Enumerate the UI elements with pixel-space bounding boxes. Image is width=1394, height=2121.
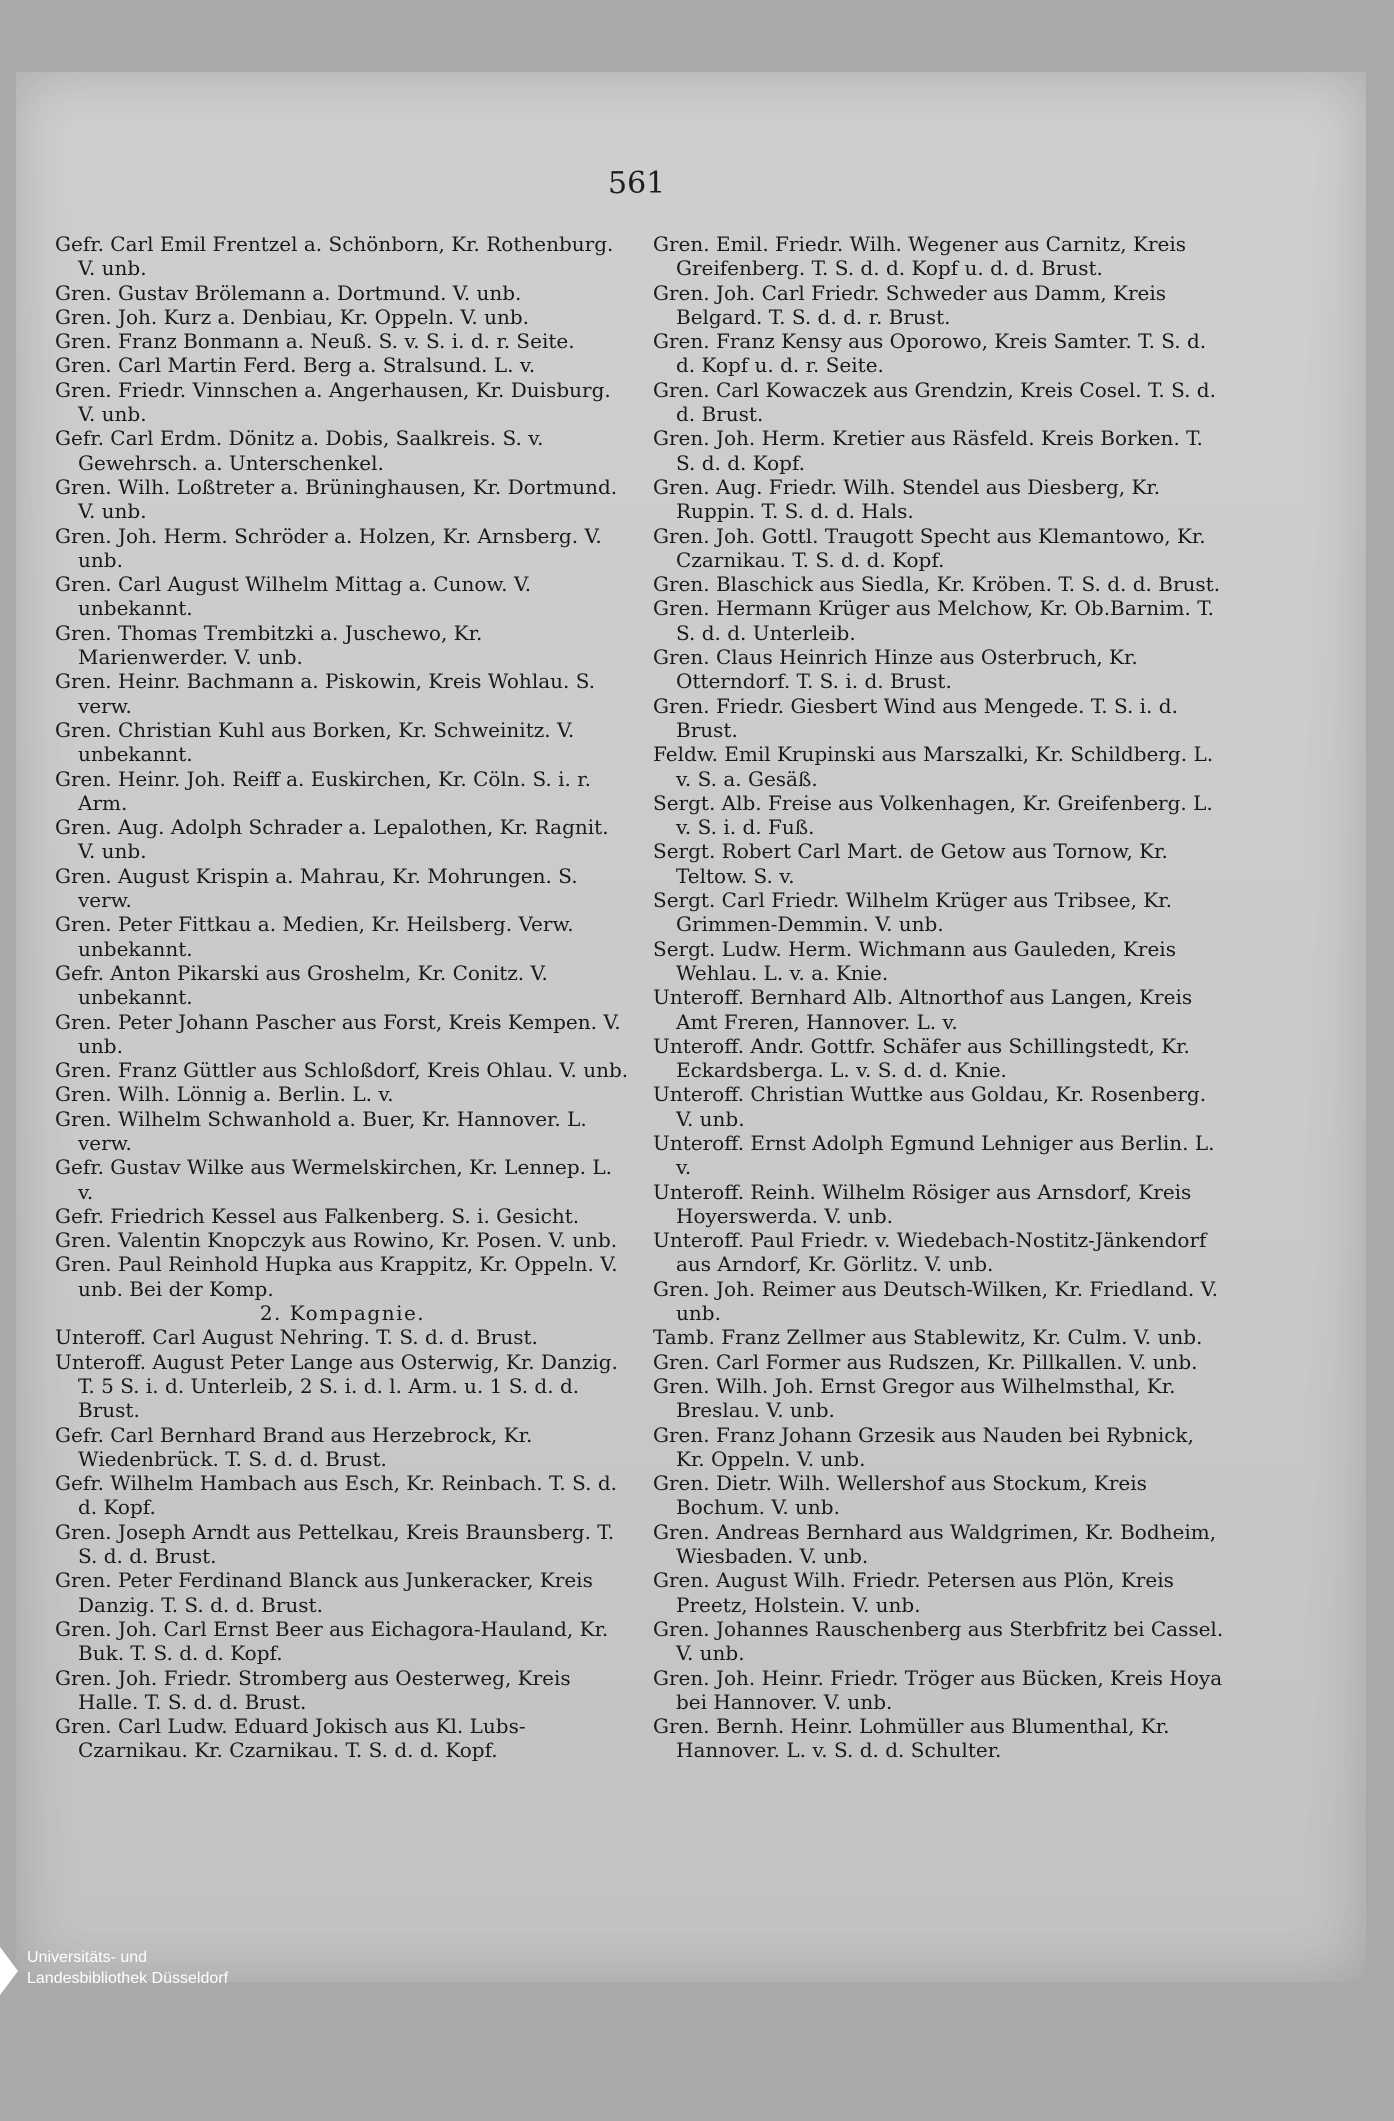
list-entry: Unteroff. Paul Friedr. v. Wiedebach-Nostitz-Jänkendorf aus Arndorf, Kr. Görlitz. V. unb.	[653, 1228, 1207, 1277]
list-entry: Gren. Hermann Krüger aus Melchow, Kr. Ob.Barnim. T. S. d. d. Unterleib.	[653, 596, 1214, 645]
list-entry: Unteroff. Bernhard Alb. Altnorthof aus Langen, Kreis Amt Freren, Hannover. L. v.	[653, 985, 1193, 1034]
list-entry: Unteroff. Carl August Nehring. T. S. d. d. Brust.	[55, 1325, 538, 1350]
list-entry: Gren. Heinr. Bachmann a. Piskowin, Kreis Wohlau. S. verw.	[55, 669, 596, 718]
library-name-line2: Landesbibliothek Düsseldorf	[27, 1970, 229, 1987]
list-entry: Gren. Friedr. Giesbert Wind aus Mengede. T. S. i. d. Brust.	[653, 693, 1178, 742]
list-entry: Gefr. Carl Erdm. Dönitz a. Dobis, Saalkreis. S. v. Gewehrsch. a. Unterschenkel.	[55, 426, 544, 475]
section-heading: 2. Kompagnie.	[259, 1301, 426, 1326]
list-entry: Unteroff. Andr. Gottfr. Schäfer aus Schillingstedt, Kr. Eckardsberga. L. v. S. d. d. Knie.	[653, 1033, 1190, 1083]
list-entry: Gren. Carl Kowaczek aus Grendzin, Kreis Cosel. T. S. d. d. Brust.	[653, 377, 1216, 427]
list-entry: Gefr. Wilhelm Hambach aus Esch, Kr. Reinbach. T. S. d. d. Kopf.	[55, 1471, 618, 1520]
list-entry: Gren. Johannes Rauschenberg aus Sterbfritz bei Cassel. V. unb.	[653, 1616, 1224, 1666]
list-entry: Gefr. Carl Bernhard Brand aus Herzebrock, Kr. Wiedenbrück. T. S. d. d. Brust.	[55, 1422, 533, 1471]
list-entry: Gren. Wilh. Loßtreter a. Brüninghausen, Kr. Dortmund. V. unb.	[55, 474, 618, 524]
list-entry: Gren. Carl August Wilhelm Mittag a. Cunow. V. unbekannt.	[55, 572, 532, 621]
list-entry: Gren. Aug. Friedr. Wilh. Stendel aus Diesberg, Kr. Ruppin. T. S. d. d. Hals.	[653, 474, 1161, 524]
list-entry: Gren. August Krispin a. Mahrau, Kr. Mohrungen. S. verw.	[55, 863, 578, 913]
page-number: 561	[608, 166, 666, 201]
list-entry: Gren. Christian Kuhl aus Borken, Kr. Schweinitz. V. unbekannt.	[55, 717, 575, 767]
list-entry: Gren. Claus Heinrich Hinze aus Osterbruch, Kr. Otterndorf. T. S. i. d. Brust.	[653, 645, 1138, 694]
list-entry: Tamb. Franz Zellmer aus Stablewitz, Kr. Culm. V. unb.	[653, 1325, 1203, 1350]
list-entry: Gren. Carl Former aus Rudszen, Kr. Pillkallen. V. unb.	[653, 1349, 1198, 1374]
list-entry: Gren. Joh. Reimer aus Deutsch-Wilken, Kr. Friedland. V. unb.	[653, 1276, 1218, 1326]
list-entry: Gren. Wilh. Joh. Ernst Gregor aus Wilhelmsthal, Kr. Breslau. V. unb.	[653, 1373, 1176, 1423]
list-entry: Gren. Wilhelm Schwanhold a. Buer, Kr. Hannover. L. verw.	[55, 1106, 587, 1155]
library-watermark	[0, 1945, 300, 1995]
list-entry: Gren. Blaschick aus Siedla, Kr. Kröben. T. S. d. d. Brust.	[653, 572, 1221, 597]
list-entry: Gefr. Gustav Wilke aus Wermelskirchen, Kr. Lennep. L. v.	[55, 1155, 613, 1204]
list-entry: Gren. Dietr. Wilh. Wellershof aus Stockum, Kreis Bochum. V. unb.	[653, 1471, 1147, 1520]
list-entry: Sergt. Alb. Freise aus Volkenhagen, Kr. Greifenberg. L. v. S. i. d. Fuß.	[653, 790, 1213, 840]
list-entry: Gren. Peter Ferdinand Blanck aus Junkeracker, Kreis Danzig. T. S. d. d. Brust.	[55, 1568, 593, 1617]
list-entry: Gefr. Anton Pikarski aus Groshelm, Kr. Conitz. V. unbekannt.	[55, 960, 548, 1010]
list-entry: Gren. Wilh. Lönnig a. Berlin. L. v.	[55, 1082, 394, 1107]
list-entry: Gren. Peter Johann Pascher aus Forst, Kreis Kempen. V. unb.	[55, 1009, 621, 1058]
list-entry: Gren. Franz Johann Grzesik aus Nauden bei Rybnick, Kr. Oppeln. V. unb.	[653, 1422, 1194, 1471]
list-entry: Gren. Friedr. Vinnschen a. Angerhausen, Kr. Duisburg. V. unb.	[55, 377, 611, 427]
list-entry: Gren. Thomas Trembitzki a. Juschewo, Kr. Marienwerder. V. unb.	[55, 620, 483, 670]
list-entry: Gren. Aug. Adolph Schrader a. Lepalothen, Kr. Ragnit. V. unb.	[55, 815, 609, 864]
list-entry: Sergt. Carl Friedr. Wilhelm Krüger aus Tribsee, Kr. Grimmen-Demmin. V. unb.	[653, 888, 1172, 937]
list-entry: Gren. Emil. Friedr. Wilh. Wegener aus Carnitz, Kreis Greifenberg. T. S. d. d. Kopf u. d. d. Brust.	[653, 232, 1186, 281]
list-entry: Gren. Gustav Brölemann a. Dortmund. V. unb.	[55, 280, 522, 305]
list-entry: Gren. Joh. Kurz a. Denbiau, Kr. Oppeln. V. unb.	[55, 304, 530, 329]
list-entry: Gren. Franz Güttler aus Schloßdorf, Kreis Ohlau. V. unb.	[55, 1058, 629, 1083]
right-column	[653, 232, 1228, 1763]
list-entry: Gren. Joh. Friedr. Stromberg aus Oesterweg, Kreis Halle. T. S. d. d. Brust.	[55, 1665, 571, 1714]
list-entry: Gren. Valentin Knopczyk aus Rowino, Kr. Posen. V. unb.	[55, 1228, 618, 1253]
list-entry: Unteroff. Christian Wuttke aus Goldau, Kr. Rosenberg. V. unb.	[653, 1082, 1207, 1131]
list-entry: Unteroff. Ernst Adolph Egmund Lehniger aus Berlin. L. v.	[653, 1130, 1215, 1180]
list-entry: Gren. Joh. Carl Ernst Beer aus Eichagora-Hauland, Kr. Buk. T. S. d. d. Kopf.	[55, 1616, 609, 1666]
list-entry: Gren. Bernh. Heinr. Lohmüller aus Blumenthal, Kr. Hannover. L. v. S. d. d. Schulter.	[653, 1714, 1170, 1763]
list-entry: Gren. Joh. Herm. Schröder a. Holzen, Kr. Arnsberg. V. unb.	[55, 523, 602, 572]
list-entry: Gren. Joh. Gottl. Traugott Specht aus Klemantowo, Kr. Czarnikau. T. S. d. d. Kopf.	[653, 523, 1206, 572]
list-entry: Sergt. Robert Carl Mart. de Getow aus Tornow, Kr. Teltow. S. v.	[653, 839, 1168, 888]
list-entry: Gren. Joh. Carl Friedr. Schweder aus Damm, Kreis Belgard. T. S. d. d. r. Brust.	[653, 280, 1167, 329]
list-entry: Gefr. Friedrich Kessel aus Falkenberg. S. i. Gesicht.	[55, 1203, 580, 1228]
list-entry: Gren. Carl Martin Ferd. Berg a. Stralsund. L. v.	[55, 353, 536, 378]
list-entry: Gren. Franz Bonmann a. Neuß. S. v. S. i. d. r. Seite.	[55, 329, 575, 354]
list-entry: Gren. Heinr. Joh. Reiff a. Euskirchen, Kr. Cöln. S. i. r. Arm.	[55, 766, 591, 815]
list-entry: Gren. Andreas Bernhard aus Waldgrimen, Kr. Bodheim, Wiesbaden. V. unb.	[653, 1519, 1217, 1569]
list-entry: Gren. Peter Fittkau a. Medien, Kr. Heilsberg. Verw. unbekannt.	[55, 912, 574, 961]
list-entry: Unteroff. August Peter Lange aus Osterwig, Kr. Danzig. T. 5 S. i. d. Unterleib, 2 S. i. d. l. Arm. u. 1 S. d. d. Brust.	[55, 1349, 618, 1423]
list-entry: Gren. Franz Kensy aus Oporowo, Kreis Samter. T. S. d. d. Kopf u. d. r. Seite.	[653, 329, 1207, 378]
left-column	[55, 232, 630, 1763]
list-entry: Gren. Joh. Heinr. Friedr. Tröger aus Bücken, Kreis Hoya bei Hannover. V. unb.	[653, 1665, 1223, 1714]
library-logo-icon	[0, 1947, 18, 1995]
list-entry: Unteroff. Reinh. Wilhelm Rösiger aus Arnsdorf, Kreis Hoyerswerda. V. unb.	[653, 1179, 1192, 1228]
list-entry: Gren. Joh. Herm. Kretier aus Räsfeld. Kreis Borken. T. S. d. d. Kopf.	[653, 426, 1203, 475]
list-entry: Gefr. Carl Emil Frentzel a. Schönborn, Kr. Rothenburg. V. unb.	[55, 232, 614, 281]
list-entry: Gren. August Wilh. Friedr. Petersen aus Plön, Kreis Preetz, Holstein. V. unb.	[653, 1568, 1174, 1617]
list-entry: Gren. Paul Reinhold Hupka aus Krappitz, Kr. Oppeln. V. unb. Bei der Komp.	[55, 1252, 618, 1301]
list-entry: Gren. Carl Ludw. Eduard Jokisch aus Kl. Lubs-Czarnikau. Kr. Czarnikau. T. S. d. d. Kopf.	[55, 1714, 526, 1763]
list-entry: Feldw. Emil Krupinski aus Marszalki, Kr. Schildberg. L. v. S. a. Gesäß.	[653, 742, 1214, 791]
list-entry: Sergt. Ludw. Herm. Wichmann aus Gauleden, Kreis Wehlau. L. v. a. Knie.	[653, 936, 1176, 985]
list-entry: Gren. Joseph Arndt aus Pettelkau, Kreis Braunsberg. T. S. d. d. Brust.	[55, 1519, 615, 1569]
library-name-line1: Universitäts- und	[27, 1949, 148, 1966]
